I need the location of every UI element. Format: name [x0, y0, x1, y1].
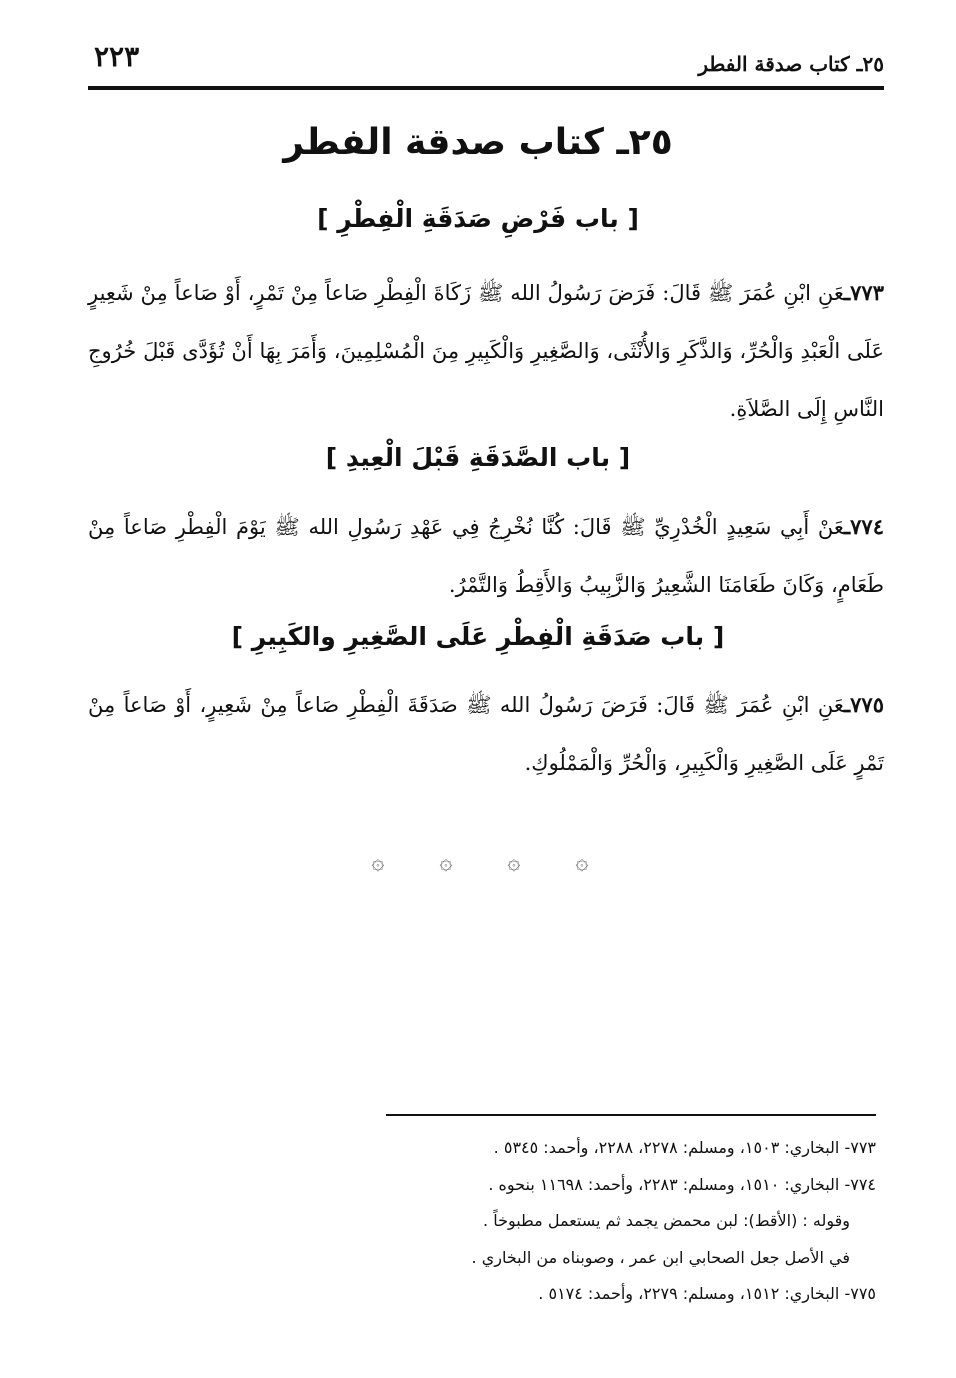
book-title: ٢٥ـ كتاب صدقة الفطر	[283, 122, 673, 163]
page-header	[88, 40, 884, 88]
ornament-icon: ۞	[507, 850, 521, 875]
footnote-775: ٧٧٥- البخاري: ١٥١٢، ومسلم: ٢٢٧٩، وأحمد: ٥١٧٤ .	[538, 1284, 876, 1303]
footnote-774: ٧٧٤- البخاري: ١٥١٠، ومسلم: ٢٢٨٣، وأحمد: ١١٦٩٨ بنحوه .	[488, 1174, 876, 1194]
hadith-number: ٧٧٣ـ	[844, 280, 884, 305]
chapter-heading-2: [ باب الصَّدَقَةِ قَبْلَ الْعِيدِ ]	[325, 443, 631, 472]
hadith-text: عَنْ أَبِي سَعِيدٍ الْخُدْرِيِّ ﷺ قَالَ: كُنَّا نُخْرِجُ فِي عَهْدِ رَسُولِ الله ﷺ يَوْمَ الْفِطْرِ صَاعاً مِنْ طَعَامٍ، وَكَانَ طَعَامَنَا الشَّعِيرُ وَالزَّبِيبُ وَالأَقِطُ وَالتَّمْرُ.	[88, 515, 884, 597]
chapter-heading-3: [ باب صَدَقَةِ الْفِطْرِ عَلَى الصَّغِيرِ والكَبِيرِ ]	[231, 622, 725, 651]
chapter-heading-1: [ باب فَرْضِ صَدَقَةِ الْفِطْرِ ]	[317, 204, 639, 233]
hadith-774	[88, 498, 884, 614]
footnote-rule	[386, 1114, 876, 1116]
footnotes	[376, 1130, 876, 1313]
ornament-icon: ۞	[371, 850, 385, 875]
hadith-text: عَنِ ابْنِ عُمَرَ ﷺ قَالَ: فَرَضَ رَسُولُ الله ﷺ زَكَاةَ الْفِطْرِ صَاعاً مِنْ تَمْرٍ، أَوْ صَاعاً مِنْ شَعِيرٍ عَلَى الْعَبْدِ وَالْحُرِّ، وَالذَّكَرِ وَالأُنْثَى، وَالصَّغِيرِ وَالْكَبِيرِ مِنَ الْمُسْلِمِينَ، وَأَمَرَ بِهَا أَنْ تُؤَدَّى قَبْلَ خُرُوجِ النَّاسِ إِلَى الصَّلاَةِ.	[88, 281, 884, 421]
page-number: ٢٢٣	[94, 40, 140, 73]
running-title: ٢٥ـ كتاب صدقة الفطر	[698, 52, 884, 76]
footnote-774-note-aqit: وقوله : (الأقط): لبن محمض يجمد ثم يستعمل مطبوخاً .	[483, 1211, 850, 1230]
footnote-774-note-correction: في الأصل جعل الصحابي ابن عمر ، وصوبناه من البخاري .	[471, 1247, 850, 1267]
hadith-number: ٧٧٤ـ	[844, 514, 884, 539]
hadith-775	[88, 676, 884, 792]
ornament-icon: ۞	[439, 850, 453, 875]
hadith-number: ٧٧٥ـ	[844, 692, 884, 717]
ornament-icon: ۞	[575, 850, 589, 875]
section-end-ornaments	[360, 850, 600, 886]
header-rule	[88, 86, 884, 90]
hadith-773	[88, 264, 884, 438]
hadith-text: عَنِ ابْنِ عُمَرَ ﷺ قَالَ: فَرَضَ رَسُولُ الله ﷺ صَدَقَةَ الْفِطْرِ صَاعاً مِنْ شَعِيرٍ، أَوْ صَاعاً مِنْ تَمْرٍ عَلَى الصَّغِيرِ وَالْكَبِيرِ، وَالْحُرِّ وَالْمَمْلُوكِ.	[88, 693, 884, 775]
footnote-773: ٧٧٣- البخاري: ١٥٠٣، ومسلم: ٢٢٧٨، ٢٢٨٨، وأحمد: ٥٣٤٥ .	[493, 1138, 876, 1157]
